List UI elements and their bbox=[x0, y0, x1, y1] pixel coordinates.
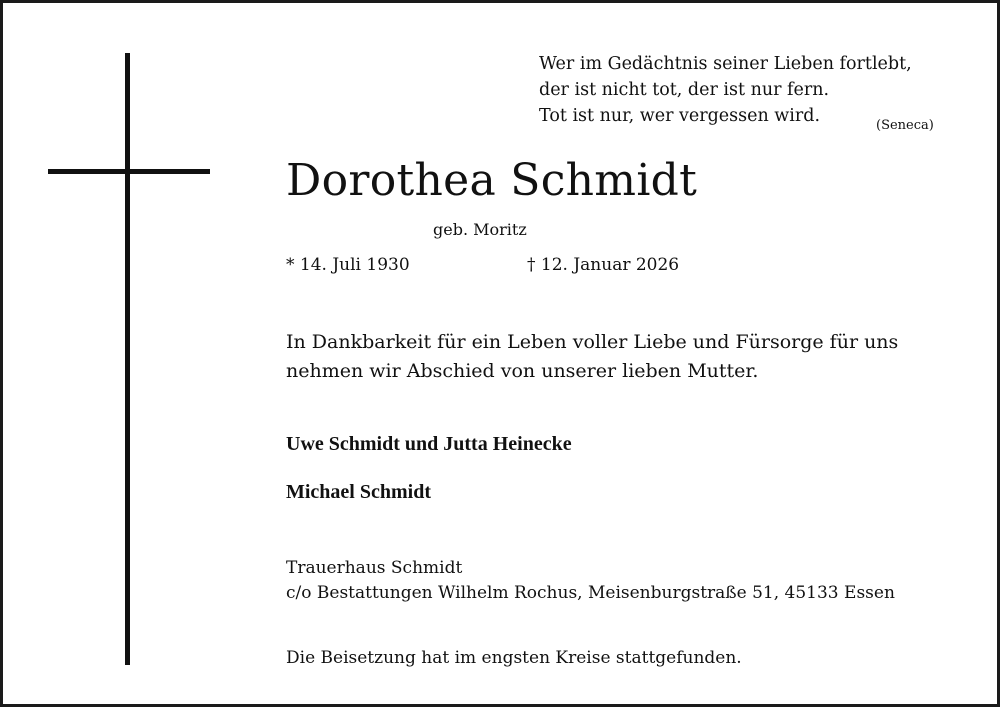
mourner-name: Uwe Schmidt und Jutta Heinecke bbox=[286, 433, 572, 455]
death-date: † 12. Januar 2026 bbox=[527, 255, 680, 275]
quote-line: Tot ist nur, wer vergessen wird. bbox=[539, 106, 821, 126]
birth-date: * 14. Juli 1930 bbox=[286, 255, 410, 275]
message-line: nehmen wir Abschied von unserer lieben Mutter. bbox=[286, 360, 759, 382]
contact-address bbox=[286, 556, 895, 606]
farewell-message bbox=[286, 328, 898, 386]
quote bbox=[539, 51, 912, 129]
mourner-name: Michael Schmidt bbox=[286, 481, 431, 503]
quote-line: der ist nicht tot, der ist nur fern. bbox=[539, 80, 830, 100]
quote-source: (Seneca) bbox=[876, 118, 934, 133]
cross-icon-vertical-bar bbox=[125, 53, 130, 665]
quote-line: Wer im Gedächtnis seiner Lieben fortlebt, bbox=[539, 54, 912, 74]
cross-icon-horizontal-bar bbox=[48, 169, 210, 174]
deceased-name: Dorothea Schmidt bbox=[286, 155, 698, 206]
message-line: In Dankbarkeit für ein Leben voller Liebe und Fürsorge für uns bbox=[286, 331, 899, 353]
contact-line: c/o Bestattungen Wilhelm Rochus, Meisenburgstraße 51, 45133 Essen bbox=[286, 583, 895, 603]
birth-name: geb. Moritz bbox=[433, 220, 527, 239]
contact-line: Trauerhaus Schmidt bbox=[286, 558, 463, 578]
burial-note: Die Beisetzung hat im engsten Kreise stattgefunden. bbox=[286, 648, 742, 668]
